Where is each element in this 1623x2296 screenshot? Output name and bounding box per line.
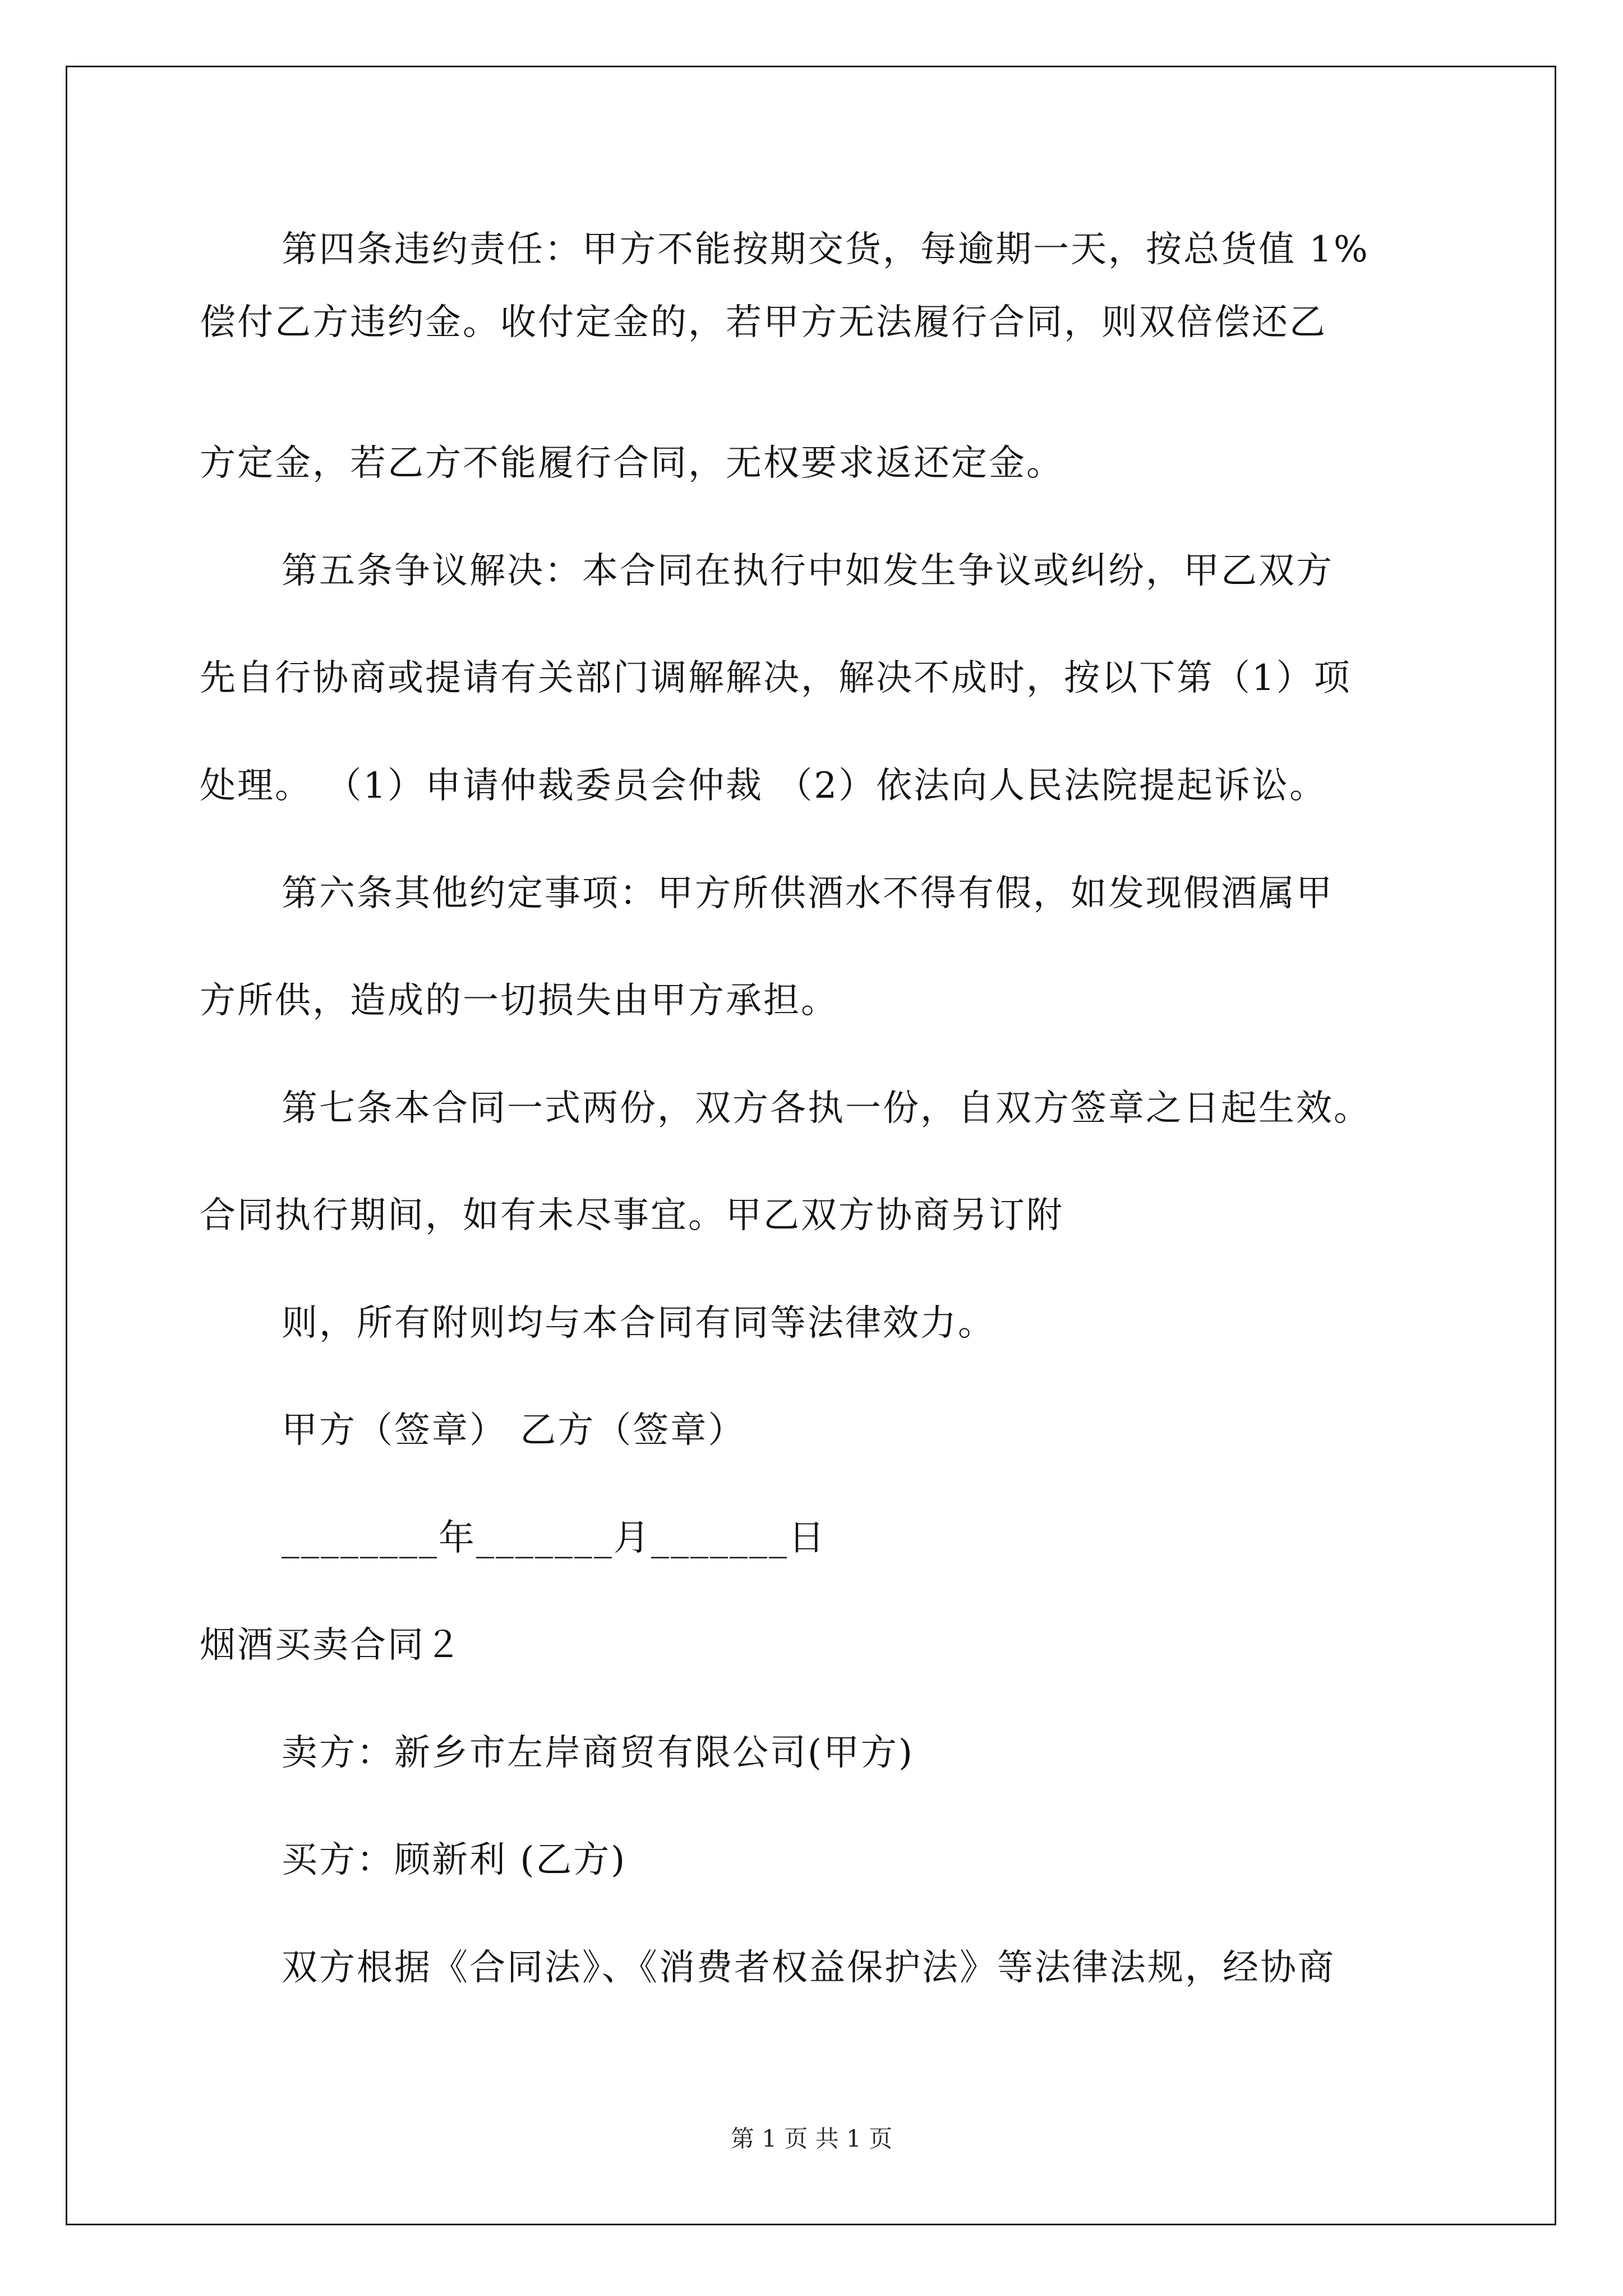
clause-4-line-2: 偿付乙方违约金。收付定金的，若甲方无法履行合同，则双倍偿还乙 — [200, 302, 1327, 343]
page-footer: 第 1 页 共 1 页 — [730, 2125, 893, 2152]
clause-7-line-3: 则，所有附则均与本合同有同等法律效力。 — [282, 1303, 995, 1344]
clause-4-line-1: 第四条违约责任：甲方不能按期交货，每逾期一天，按总货值 1% — [282, 229, 1370, 270]
clause-7-line-1: 第七条本合同一式两份，双方各执一份，自双方签章之日起生效。 — [282, 1088, 1371, 1129]
clause-5-line-1: 第五条争议解决：本合同在执行中如发生争议或纠纷，甲乙双方 — [282, 550, 1334, 592]
date-line: ________年_______月_______日 — [282, 1517, 826, 1559]
clause-5-line-2: 先自行协商或提请有关部门调解解决，解决不成时，按以下第（1）项 — [200, 657, 1352, 699]
section-title: 烟酒买卖合同２ — [200, 1625, 463, 1666]
page-border — [66, 66, 1556, 2225]
seller-line: 卖方：新乡市左岸商贸有限公司(甲方) — [282, 1732, 914, 1774]
signature-line: 甲方（签章） 乙方（签章） — [282, 1410, 746, 1451]
clause-6-line-2: 方所供，造成的一切损失由甲方承担。 — [200, 980, 838, 1022]
clause-6-line-1: 第六条其他约定事项：甲方所供酒水不得有假，如发现假酒属甲 — [282, 873, 1334, 914]
clause-4-line-3: 方定金，若乙方不能履行合同，无权要求返还定金。 — [200, 443, 1064, 484]
buyer-line: 买方：顾新利 (乙方) — [282, 1839, 627, 1881]
clause-7-line-2: 合同执行期间，如有未尽事宜。甲乙双方协商另订附 — [200, 1195, 1064, 1236]
preamble-line: 双方根据《合同法》、《消费者权益保护法》等法律法规，经协商 — [282, 1947, 1335, 1989]
clause-5-line-3: 处理。 （1）申请仲裁委员会仲裁 （2）依法向人民法院提起诉讼。 — [200, 765, 1327, 807]
